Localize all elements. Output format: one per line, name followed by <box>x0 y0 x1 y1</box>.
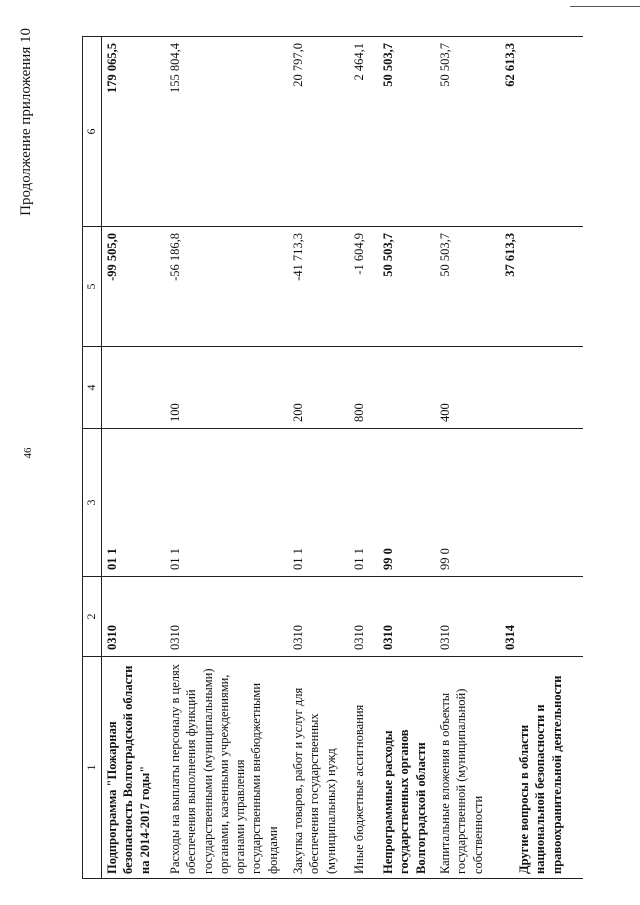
table-row <box>102 37 166 879</box>
row-total: 179 065,5 <box>102 37 166 227</box>
row-name: Непрограммные расходы государственных органов Волгоградской области <box>378 657 435 879</box>
row-total: 20 797,0 <box>288 37 349 227</box>
row-change: -1 604,9 <box>349 227 378 347</box>
row-name: Закупка товаров, работ и услуг для обеспечения государственных (муниципальных) нужд <box>288 657 349 879</box>
row-target <box>500 429 583 577</box>
column-header-4: 4 <box>83 347 102 429</box>
page-number: 46 <box>22 447 34 459</box>
row-target: 01 1 <box>165 429 288 577</box>
column-header-6: 6 <box>83 37 102 227</box>
table-row <box>165 37 288 879</box>
table-row <box>288 37 349 879</box>
row-change: 50 503,7 <box>435 227 500 347</box>
table-row <box>349 37 378 879</box>
row-section: 0310 <box>435 577 500 657</box>
row-expense-type <box>102 347 166 429</box>
table-row <box>378 37 435 879</box>
row-section: 0310 <box>349 577 378 657</box>
row-name: Расходы на выплаты персоналу в целях обеспечения выполнения функций государственными (муниципальными) органами, казенными учреждениями, органами управления государственными внебюджетными фондами <box>165 657 288 879</box>
column-header-3: 3 <box>83 429 102 577</box>
row-change: -99 505,0 <box>102 227 166 347</box>
column-header-1: 1 <box>83 657 102 879</box>
row-expense-type <box>378 347 435 429</box>
row-section: 0310 <box>165 577 288 657</box>
row-name: Капитальные вложения в объекты государственной (муниципальной) собственности <box>435 657 500 879</box>
row-expense-type <box>500 347 583 429</box>
column-header-5: 5 <box>83 227 102 347</box>
row-expense-type: 100 <box>165 347 288 429</box>
row-total: 50 503,7 <box>435 37 500 227</box>
row-total: 62 613,3 <box>500 37 583 227</box>
column-number-row <box>83 37 102 879</box>
row-change: -56 186,8 <box>165 227 288 347</box>
continuation-heading: Продолжение приложения 10 <box>18 28 34 216</box>
row-expense-type: 800 <box>349 347 378 429</box>
row-total: 155 804,4 <box>165 37 288 227</box>
row-change: -41 713,3 <box>288 227 349 347</box>
column-header-2: 2 <box>83 577 102 657</box>
row-total: 50 503,7 <box>378 37 435 227</box>
row-section: 0310 <box>378 577 435 657</box>
row-expense-type: 200 <box>288 347 349 429</box>
row-target: 99 0 <box>378 429 435 577</box>
table-row <box>500 37 583 879</box>
budget-table <box>82 36 583 879</box>
row-change: 50 503,7 <box>378 227 435 347</box>
row-section: 0310 <box>288 577 349 657</box>
row-target: 99 0 <box>435 429 500 577</box>
row-section: 0314 <box>500 577 583 657</box>
row-name: Иные бюджетные ассигнования <box>349 657 378 879</box>
table-row <box>435 37 500 879</box>
row-change: 37 613,3 <box>500 227 583 347</box>
row-name: Другие вопросы в области национальной безопасности и правоохранительной деятельности <box>500 657 583 879</box>
row-total: 2 464,1 <box>349 37 378 227</box>
row-target: 01 1 <box>288 429 349 577</box>
row-target: 01 1 <box>102 429 166 577</box>
row-section: 0310 <box>102 577 166 657</box>
row-target: 01 1 <box>349 429 378 577</box>
row-expense-type: 400 <box>435 347 500 429</box>
row-name: Подпрограмма "Пожарная безопасность Волгоградской области на 2014-2017 годы" <box>102 657 166 879</box>
